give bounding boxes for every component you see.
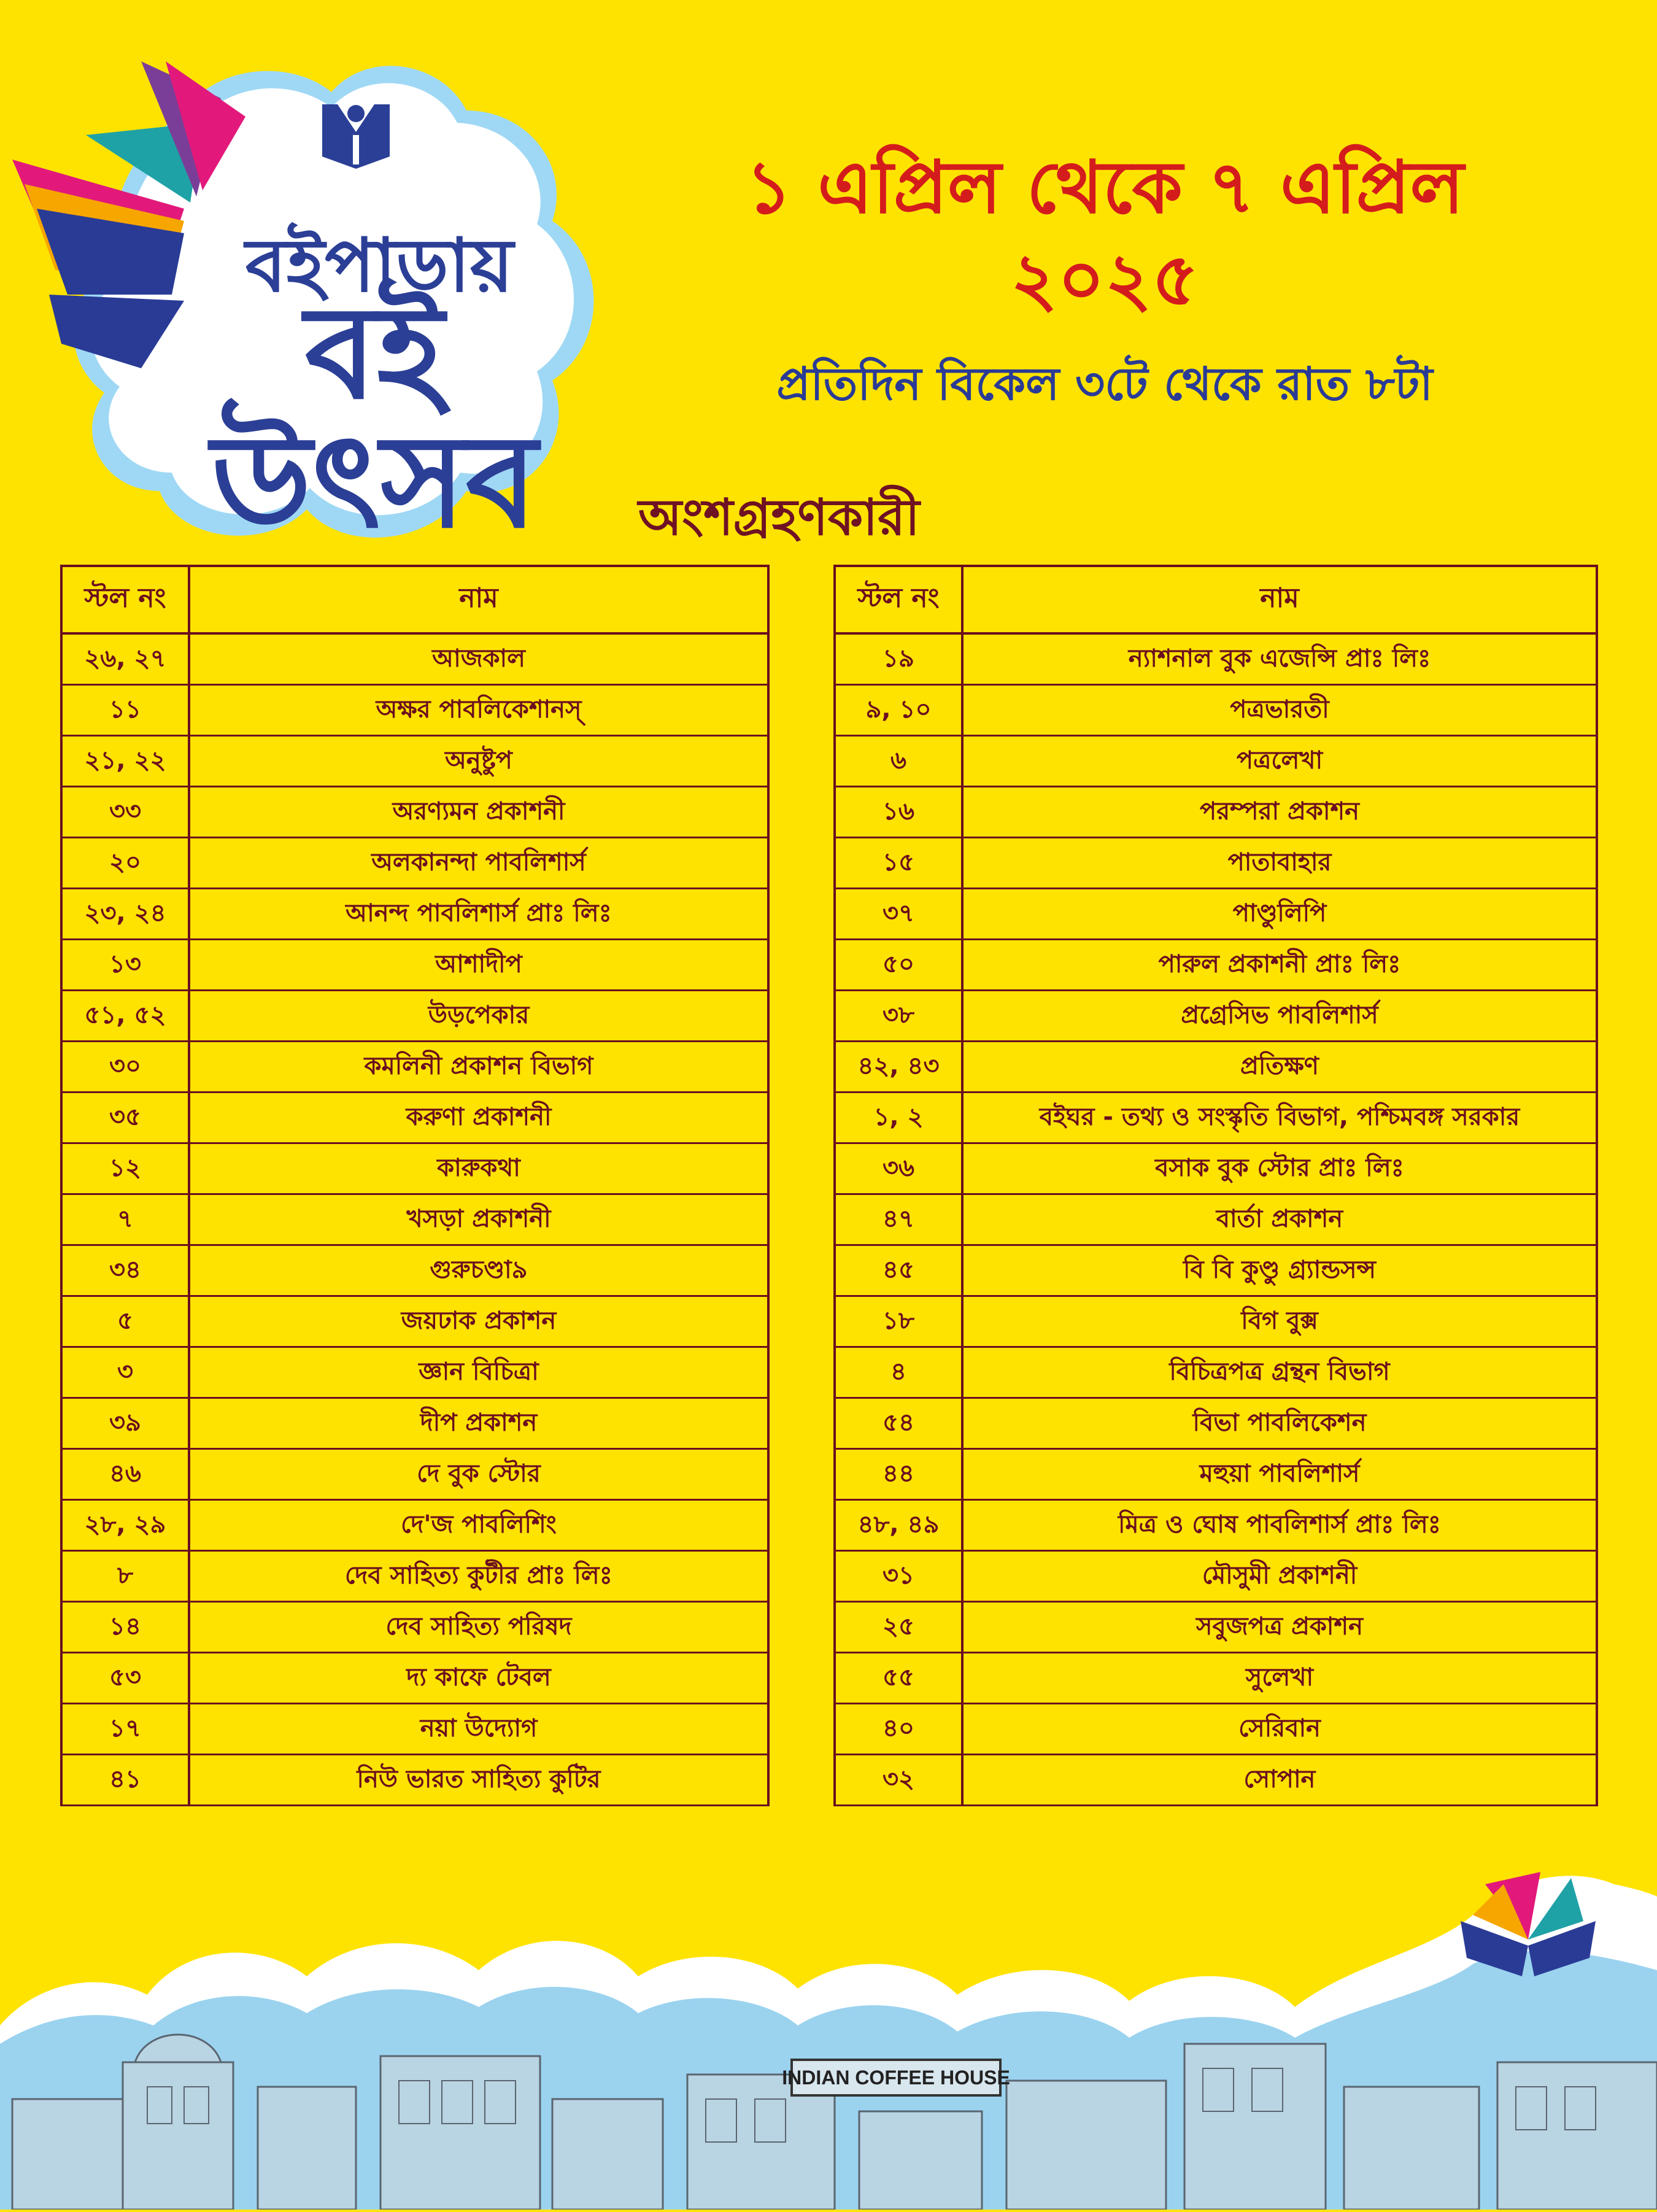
table-row: [835, 1704, 1597, 1755]
festival-logo: [0, 25, 651, 565]
stall-number: ৪: [835, 1347, 962, 1398]
table-row: [835, 1042, 1597, 1092]
date-range: ১ এপ্রিল থেকে ৭ এপ্রিল: [745, 145, 1464, 230]
publisher-name: নয়া উদ্যোগ: [189, 1704, 768, 1755]
table-row: [835, 1347, 1597, 1398]
table-row: [61, 1755, 768, 1806]
footer-illustration: [0, 1841, 1657, 2210]
table-header-row: [835, 566, 1597, 633]
publisher-name: বসাক বুক স্টোর প্রাঃ লিঃ: [962, 1143, 1597, 1194]
publisher-name: প্রতিক্ষণ: [962, 1042, 1597, 1092]
stall-number: ১, ২: [835, 1092, 962, 1143]
table-row: [835, 1653, 1597, 1704]
participants-table-right: [833, 565, 1598, 1806]
stall-number: ১৪: [61, 1602, 189, 1653]
publisher-name: দে'জ পাবলিশিং: [189, 1500, 768, 1551]
stall-number: ৮: [61, 1551, 189, 1602]
publisher-name: বইঘর - তথ্য ও সংস্কৃতি বিভাগ, পশ্চিমবঙ্গ সরকার: [962, 1092, 1597, 1143]
publisher-name: দেব সাহিত্য পরিষদ: [189, 1602, 768, 1653]
stall-number: ৪২, ৪৩: [835, 1042, 962, 1092]
table-row: [835, 685, 1597, 736]
table-row: [835, 1296, 1597, 1347]
table-row: [835, 1500, 1597, 1551]
table-row: [835, 787, 1597, 838]
publisher-name: বিগ বুক্স: [962, 1296, 1597, 1347]
stall-number: ৫০: [835, 940, 962, 991]
logo-line-2: বই উৎসব: [211, 277, 538, 557]
stall-number: ১৬: [835, 787, 962, 838]
publisher-name: পাণ্ডুলিপি: [962, 889, 1597, 940]
publisher-name: দে বুক স্টোর: [189, 1449, 768, 1500]
stall-number: ২৫: [835, 1602, 962, 1653]
publisher-name: অক্ষর পাবলিকেশানস্: [189, 685, 768, 736]
date-year: ২০২৫: [1010, 237, 1199, 322]
stall-number-header: স্টল নং: [835, 566, 962, 633]
publisher-name: খসড়া প্রকাশনী: [189, 1194, 768, 1245]
table-row: [835, 1245, 1597, 1296]
table-row: [835, 838, 1597, 889]
publisher-name: বিচিত্রপত্র গ্রন্থন বিভাগ: [962, 1347, 1597, 1398]
stall-number: ৪৪: [835, 1449, 962, 1500]
date-headline: [614, 141, 1596, 325]
publisher-name: অরণ্যমন প্রকাশনী: [189, 787, 768, 838]
table-row: [61, 1602, 768, 1653]
table-row: [835, 736, 1597, 787]
stall-number: ৩১: [835, 1551, 962, 1602]
table-row: [835, 889, 1597, 940]
table-row: [61, 1500, 768, 1551]
publisher-name: আশাদীপ: [189, 940, 768, 991]
publisher-name: পত্রলেখা: [962, 736, 1597, 787]
stall-number: ৩৫: [61, 1092, 189, 1143]
table-row: [61, 1092, 768, 1143]
stall-number: ৫১, ৫২: [61, 991, 189, 1042]
table-row: [61, 991, 768, 1042]
table-row: [835, 940, 1597, 991]
publisher-name: গুরুচণ্ডা৯: [189, 1245, 768, 1296]
stall-number: ১১: [61, 685, 189, 736]
table-row: [61, 685, 768, 736]
table-row: [61, 1194, 768, 1245]
table-row: [835, 1602, 1597, 1653]
coffee-house-sign: INDIAN COFFEE HOUSE: [782, 2067, 1010, 2089]
publisher-name: প্রগ্রেসিভ পাবলিশার্স: [962, 991, 1597, 1042]
stall-number: ৩০: [61, 1042, 189, 1092]
participants-title: অংশগ্রহণকারী: [638, 489, 920, 547]
publisher-name: সুলেখা: [962, 1653, 1597, 1704]
table-row: [61, 1347, 768, 1398]
publisher-name: আজকাল: [189, 633, 768, 685]
stall-number: ৪৮, ৪৯: [835, 1500, 962, 1551]
table-row: [835, 1194, 1597, 1245]
stall-number: ৩৭: [835, 889, 962, 940]
stall-number: ১৭: [61, 1704, 189, 1755]
table-row: [61, 1296, 768, 1347]
stall-number: ৭: [61, 1194, 189, 1245]
logo-reader-icon: [322, 104, 390, 169]
publisher-name: আনন্দ পাবলিশার্স প্রাঃ লিঃ: [189, 889, 768, 940]
publisher-name: মৌসুমী প্রকাশনী: [962, 1551, 1597, 1602]
publisher-name: জয়ঢাক প্রকাশন: [189, 1296, 768, 1347]
stall-number: ৪৬: [61, 1449, 189, 1500]
table-row: [61, 1653, 768, 1704]
publisher-name: পারুল প্রকাশনী প্রাঃ লিঃ: [962, 940, 1597, 991]
table-row: [835, 1755, 1597, 1806]
stall-number: ১২: [61, 1143, 189, 1194]
publisher-name: উড়পেকার: [189, 991, 768, 1042]
stall-number: ৪০: [835, 1704, 962, 1755]
stall-number: ২৬, ২৭: [61, 633, 189, 685]
table-row: [835, 1551, 1597, 1602]
publisher-name: দীপ প্রকাশন: [189, 1398, 768, 1449]
table-row: [835, 991, 1597, 1042]
table-row: [61, 940, 768, 991]
stall-number: ৪৭: [835, 1194, 962, 1245]
table-row: [835, 1092, 1597, 1143]
stall-number: ৪১: [61, 1755, 189, 1806]
publisher-name: বি বি কুণ্ডু গ্র্যান্ডসন্স: [962, 1245, 1597, 1296]
stall-number: ৩৬: [835, 1143, 962, 1194]
publisher-name: পত্রভারতী: [962, 685, 1597, 736]
table-row: [61, 1245, 768, 1296]
stall-number: ২৮, ২৯: [61, 1500, 189, 1551]
table-row: [835, 1449, 1597, 1500]
publisher-name: কারুকথা: [189, 1143, 768, 1194]
publisher-name: কমলিনী প্রকাশন বিভাগ: [189, 1042, 768, 1092]
stall-number: ৩২: [835, 1755, 962, 1806]
stall-number: ১৮: [835, 1296, 962, 1347]
stall-number: ৩৮: [835, 991, 962, 1042]
stall-number: ৩৩: [61, 787, 189, 838]
table-row: [61, 787, 768, 838]
table-row: [61, 1143, 768, 1194]
publisher-name: বিভা পাবলিকেশন: [962, 1398, 1597, 1449]
publisher-name: দেব সাহিত্য কুটীর প্রাঃ লিঃ: [189, 1551, 768, 1602]
publisher-name: মিত্র ও ঘোষ পাবলিশার্স প্রাঃ লিঃ: [962, 1500, 1597, 1551]
publisher-name: পরম্পরা প্রকাশন: [962, 787, 1597, 838]
table-row: [835, 633, 1597, 685]
stall-number: ৫: [61, 1296, 189, 1347]
publisher-name: সোপান: [962, 1755, 1597, 1806]
stall-number: ১৩: [61, 940, 189, 991]
stall-number: ২১, ২২: [61, 736, 189, 787]
table-row: [835, 1398, 1597, 1449]
stall-number: ১৫: [835, 838, 962, 889]
publisher-name: পাতাবাহার: [962, 838, 1597, 889]
publisher-name: অলকানন্দা পাবলিশার্স: [189, 838, 768, 889]
footer-cityscape: [0, 1841, 1657, 2210]
table-row: [61, 736, 768, 787]
stall-number: ৪৫: [835, 1245, 962, 1296]
table-row: [61, 1704, 768, 1755]
stall-number: ৫৩: [61, 1653, 189, 1704]
stall-number: ৩৯: [61, 1398, 189, 1449]
stall-number: ১৯: [835, 633, 962, 685]
stall-number-header: স্টল নং: [61, 566, 189, 633]
table-row: [835, 1143, 1597, 1194]
publisher-name: অনুষ্টুপ: [189, 736, 768, 787]
stall-number: ৩: [61, 1347, 189, 1398]
stall-number: ২০: [61, 838, 189, 889]
publisher-name: জ্ঞান বিচিত্রা: [189, 1347, 768, 1398]
stall-number: ৬: [835, 736, 962, 787]
stall-number: ৯, ১০: [835, 685, 962, 736]
table-row: [61, 1398, 768, 1449]
table-row: [61, 838, 768, 889]
table-row: [61, 1551, 768, 1602]
table-row: [61, 1042, 768, 1092]
table-row: [61, 1449, 768, 1500]
logo-line-1: বইপাড়ায়: [245, 223, 514, 309]
publisher-name: সেরিবান: [962, 1704, 1597, 1755]
publisher-name: ন্যাশনাল বুক এজেন্সি প্রাঃ লিঃ: [962, 633, 1597, 685]
participants-table-left: [60, 565, 770, 1806]
publisher-name: সবুজপত্র প্রকাশন: [962, 1602, 1597, 1653]
table-row: [61, 633, 768, 685]
table-row: [61, 889, 768, 940]
stall-number: ৫৫: [835, 1653, 962, 1704]
publisher-name: করুণা প্রকাশনী: [189, 1092, 768, 1143]
stall-number: ৫৪: [835, 1398, 962, 1449]
publisher-name: নিউ ভারত সাহিত্য কুটির: [189, 1755, 768, 1806]
name-header: নাম: [189, 566, 768, 633]
timing-text: প্রতিদিন বিকেল ৩টে থেকে রাত ৮টা: [776, 358, 1433, 411]
name-header: নাম: [962, 566, 1597, 633]
stall-number: ৩৪: [61, 1245, 189, 1296]
publisher-name: মহুয়া পাবলিশার্স: [962, 1449, 1597, 1500]
publisher-name: দ্য কাফে টেবল: [189, 1653, 768, 1704]
publisher-name: বার্তা প্রকাশন: [962, 1194, 1597, 1245]
table-header-row: [61, 566, 768, 633]
stall-number: ২৩, ২৪: [61, 889, 189, 940]
